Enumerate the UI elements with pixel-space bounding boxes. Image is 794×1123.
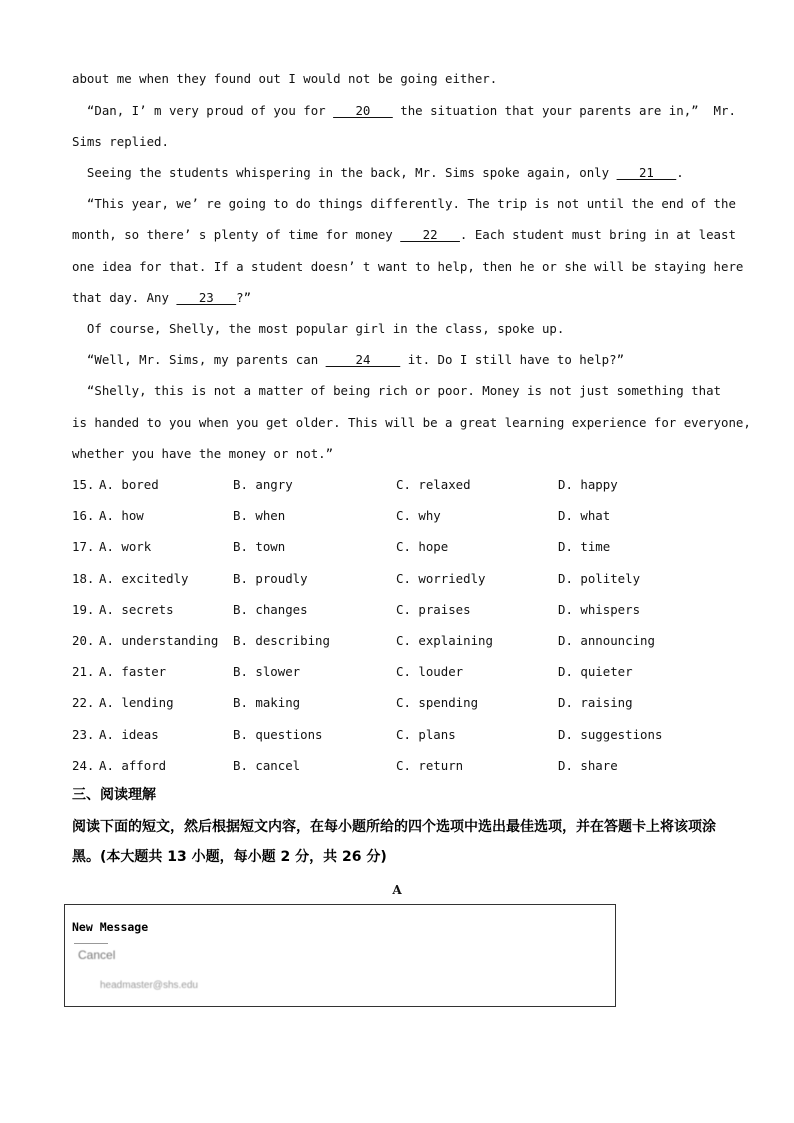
passage-text: Seeing the students whispering in the back, Mr. Sims spoke again, only — [72, 165, 617, 180]
passage-text: “Dan, I’ m very proud of you for — [72, 103, 334, 118]
option-d: D. time — [558, 539, 611, 554]
blank-22: 22 — [400, 227, 460, 242]
message-screenshot — [64, 904, 616, 1007]
passage-line — [72, 290, 251, 306]
question-row — [72, 602, 732, 618]
question-row — [72, 633, 732, 649]
passage-line — [72, 352, 624, 368]
option-d: D. suggestions — [558, 727, 663, 742]
option-c: C. return — [396, 758, 464, 773]
passage-line — [72, 103, 736, 119]
question-number: 22. — [72, 695, 95, 710]
question-row — [72, 664, 732, 680]
option-a: A. secrets — [99, 602, 174, 617]
passage-line: about me when they found out I would not be going either. — [72, 71, 498, 86]
option-b: B. angry — [233, 477, 293, 492]
option-c: C. why — [396, 508, 441, 523]
question-number: 15. — [72, 477, 95, 492]
passage-label: A — [392, 883, 402, 897]
passage-line — [72, 165, 684, 181]
passage-line: Of course, Shelly, the most popular girl in the class, spoke up. — [72, 321, 565, 336]
option-b: B. town — [233, 539, 286, 554]
option-a: A. afford — [99, 758, 167, 773]
question-row — [72, 727, 732, 743]
passage-line — [72, 227, 736, 243]
option-d: D. whispers — [558, 602, 641, 617]
question-row — [72, 571, 732, 587]
option-d: D. happy — [558, 477, 618, 492]
option-c: C. plans — [396, 727, 456, 742]
question-row — [72, 508, 732, 524]
recipient-email: headmaster@shs.edu — [100, 980, 198, 991]
passage-text: . — [676, 165, 684, 180]
question-row — [72, 539, 732, 555]
passage-text: the situation that your parents are in,” Mr. — [392, 103, 736, 118]
option-d: D. what — [558, 508, 611, 523]
option-b: B. describing — [233, 633, 330, 648]
passage-line: “This year, we’ re going to do things differently. The trip is not until the end of the — [72, 196, 736, 211]
option-a: A. work — [99, 539, 152, 554]
option-b: B. when — [233, 508, 286, 523]
option-b: B. cancel — [233, 758, 301, 773]
option-d: D. share — [558, 758, 618, 773]
option-b: B. slower — [233, 664, 301, 679]
passage-text: it. Do I still have to help?” — [400, 352, 625, 367]
passage-text: month, so there’ s plenty of time for money — [72, 227, 401, 242]
passage-line: Sims replied. — [72, 134, 169, 149]
question-number: 19. — [72, 602, 95, 617]
passage-text: ?” — [236, 290, 252, 305]
passage-line: “Shelly, this is not a matter of being rich or poor. Money is not just something that — [72, 383, 722, 398]
section-instructions: 阅读下面的短文，然后根据短文内容，在每小题所给的四个选项中选出最佳选项，并在答题卡上将该项涂 — [72, 819, 716, 835]
section-instructions: 黑。(本大题共 13 小题，每小题 2 分，共 26 分) — [72, 849, 387, 865]
passage-line: whether you have the money or not.” — [72, 446, 334, 461]
option-a: A. understanding — [99, 633, 219, 648]
option-c: C. relaxed — [396, 477, 471, 492]
blank-23: 23 — [176, 290, 237, 305]
question-row — [72, 695, 732, 711]
option-a: A. bored — [99, 477, 159, 492]
blank-20: 20 — [333, 103, 393, 118]
option-a: A. lending — [99, 695, 174, 710]
question-row — [72, 477, 732, 493]
question-row — [72, 758, 732, 774]
option-c: C. louder — [396, 664, 464, 679]
blank-21: 21 — [616, 165, 677, 180]
question-number: 17. — [72, 539, 95, 554]
option-b: B. changes — [233, 602, 308, 617]
passage-text: that day. Any — [72, 290, 177, 305]
option-c: C. hope — [396, 539, 449, 554]
cancel-label: Cancel — [78, 948, 116, 962]
section-heading: 三、阅读理解 — [72, 787, 156, 803]
option-c: C. explaining — [396, 633, 493, 648]
option-b: B. proudly — [233, 571, 308, 586]
question-number: 23. — [72, 727, 95, 742]
option-d: D. quieter — [558, 664, 633, 679]
option-c: C. worriedly — [396, 571, 486, 586]
passage-text: . Each student must bring in at least — [459, 227, 736, 242]
option-b: B. questions — [233, 727, 323, 742]
question-number: 16. — [72, 508, 95, 523]
blank-24: 24 — [325, 352, 401, 367]
passage-line: one idea for that. If a student doesn’ t want to help, then he or she will be staying here — [72, 259, 744, 274]
option-d: D. politely — [558, 571, 641, 586]
option-d: D. announcing — [558, 633, 655, 648]
question-number: 24. — [72, 758, 95, 773]
option-a: A. faster — [99, 664, 167, 679]
message-title: New Message — [72, 920, 149, 934]
option-a: A. how — [99, 508, 144, 523]
passage-line: is handed to you when you get older. This will be a great learning experience for everyone, — [72, 415, 751, 430]
option-b: B. making — [233, 695, 301, 710]
question-number: 21. — [72, 664, 95, 679]
divider — [74, 943, 108, 944]
option-a: A. excitedly — [99, 571, 189, 586]
option-c: C. praises — [396, 602, 471, 617]
option-c: C. spending — [396, 695, 479, 710]
option-d: D. raising — [558, 695, 633, 710]
question-number: 20. — [72, 633, 95, 648]
passage-text: “Well, Mr. Sims, my parents can — [72, 352, 326, 367]
option-a: A. ideas — [99, 727, 159, 742]
question-number: 18. — [72, 571, 95, 586]
